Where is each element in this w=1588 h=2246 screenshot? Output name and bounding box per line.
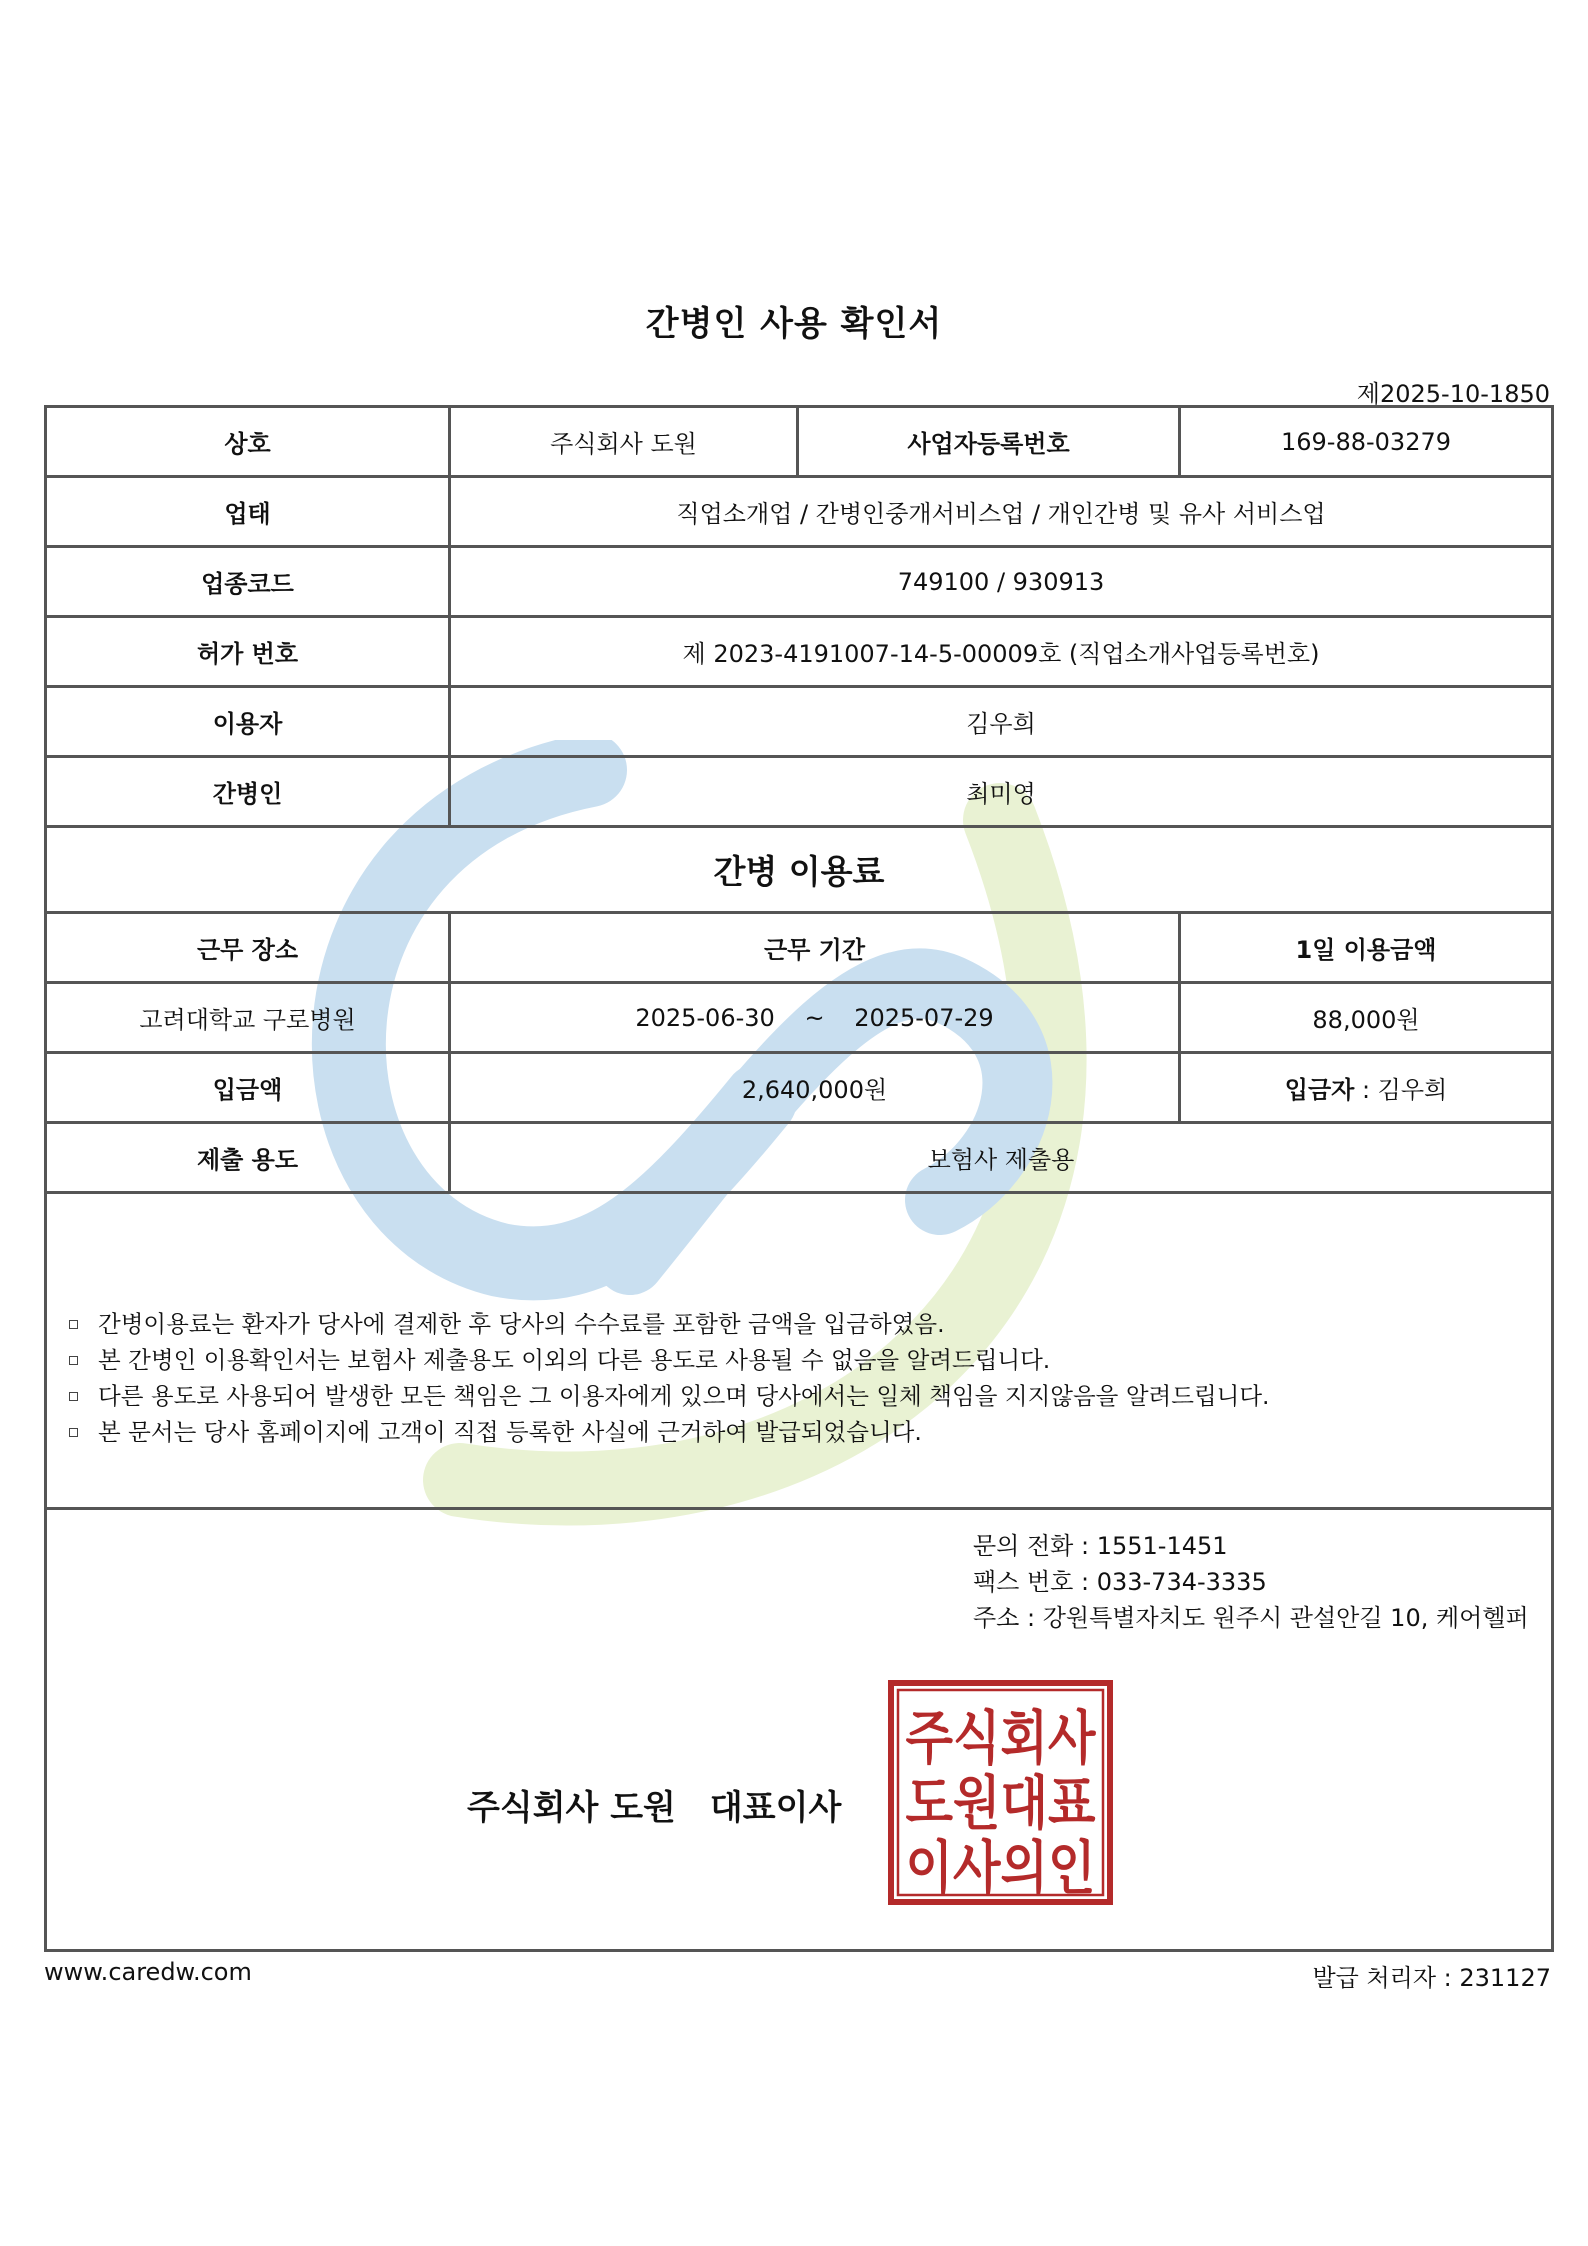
note-text: 다른 용도로 사용되어 발생한 모든 책임은 그 이용자에게 있으며 당사에서는 일체 책임을 지지않음을 알려드립니다. — [98, 1382, 1270, 1410]
fee-section-title: 간병 이용료 — [46, 827, 1553, 913]
industry-code-value: 749100 / 930913 — [450, 547, 1553, 617]
period-value — [450, 983, 1180, 1053]
company-value: 주식회사 도원 — [450, 407, 798, 477]
period-label: 근무 기간 — [450, 913, 1180, 983]
note-text: 간병이용료는 환자가 당사에 결제한 후 당사의 수수료를 포함한 금액을 입금하였음. — [98, 1310, 945, 1338]
notes-cell — [46, 1193, 1553, 1509]
square-bullet-icon — [69, 1356, 78, 1365]
note-text: 본 문서는 당사 홈페이지에 고객이 직접 등록한 사실에 근거하여 발급되었습니다. — [98, 1418, 922, 1446]
row-fee-section — [46, 827, 1553, 913]
row-deposit — [46, 1053, 1553, 1123]
row-user — [46, 687, 1553, 757]
contact-phone: 문의 전화 : 1551-1451 — [973, 1532, 1228, 1560]
caregiver-label: 간병인 — [46, 757, 450, 827]
note-item — [69, 1414, 1551, 1450]
document-title: 간병인 사용 확인서 — [645, 304, 943, 344]
website-link[interactable]: www.caredw.com — [44, 1958, 252, 1986]
row-company — [46, 407, 1553, 477]
square-bullet-icon — [69, 1428, 78, 1437]
period-start: 2025-06-30 — [635, 1003, 775, 1032]
daily-amount-label: 1일 이용금액 — [1180, 913, 1553, 983]
user-value: 김우희 — [450, 687, 1553, 757]
row-fee-headers — [46, 913, 1553, 983]
company-label: 상호 — [46, 407, 450, 477]
business-type-value: 직업소개업 / 간병인중개서비스업 / 개인간병 및 유사 서비스업 — [450, 477, 1553, 547]
contact-info — [973, 1528, 1529, 1636]
bizno-value: 169-88-03279 — [1180, 407, 1553, 477]
note-item — [69, 1306, 1551, 1342]
note-text: 본 간병인 이용확인서는 보험사 제출용도 이외의 다른 용도로 사용될 수 없음을 알려드립니다. — [98, 1346, 1051, 1374]
row-caregiver — [46, 757, 1553, 827]
footer-cell — [46, 1509, 1553, 1951]
period-separator: ~ — [804, 1003, 825, 1032]
square-bullet-icon — [69, 1392, 78, 1401]
row-license — [46, 617, 1553, 687]
row-notes — [46, 1193, 1553, 1509]
note-item — [69, 1378, 1551, 1414]
depositor-label: 입금자 — [1284, 1076, 1355, 1104]
bizno-label: 사업자등록번호 — [798, 407, 1180, 477]
company-seal-stamp — [888, 1680, 1113, 1905]
row-footer — [46, 1509, 1553, 1951]
issuer-info: 발급 처리자 : 231127 — [1312, 1964, 1551, 1992]
industry-code-label: 업종코드 — [46, 547, 450, 617]
depositor-cell — [1180, 1053, 1553, 1123]
license-label: 허가 번호 — [46, 617, 450, 687]
seal-text-row-2: 도원대표 — [905, 1769, 1096, 1837]
purpose-label: 제출 용도 — [46, 1123, 450, 1193]
seal-text-row-3: 이사의인 — [905, 1834, 1096, 1902]
square-bullet-icon — [69, 1320, 78, 1329]
signature-line — [467, 1780, 841, 1829]
purpose-value: 보험사 제출용 — [450, 1123, 1553, 1193]
row-industry-code — [46, 547, 1553, 617]
deposit-value: 2,640,000원 — [450, 1053, 1180, 1123]
place-value: 고려대학교 구로병원 — [46, 983, 450, 1053]
note-item — [69, 1342, 1551, 1378]
notes-list — [69, 1306, 1551, 1450]
confirmation-table — [44, 405, 1554, 1952]
daily-amount-value: 88,000원 — [1180, 983, 1553, 1053]
row-business-type — [46, 477, 1553, 547]
caregiver-value: 최미영 — [450, 757, 1553, 827]
signature-company: 주식회사 도원 — [467, 1788, 676, 1828]
contact-address: 주소 : 강원특별자치도 원주시 관설안길 10, 케어헬퍼 — [973, 1604, 1529, 1632]
row-fee-values — [46, 983, 1553, 1053]
contact-fax: 팩스 번호 : 033-734-3335 — [973, 1568, 1267, 1596]
seal-text-row-1: 주식회사 — [905, 1704, 1097, 1772]
user-label: 이용자 — [46, 687, 450, 757]
row-purpose — [46, 1123, 1553, 1193]
depositor-value: 김우희 — [1377, 1076, 1448, 1104]
document-number: 제2025-10-1850 — [1356, 380, 1550, 408]
place-label: 근무 장소 — [46, 913, 450, 983]
license-value: 제 2023-4191007-14-5-00009호 (직업소개사업등록번호) — [450, 617, 1553, 687]
depositor-separator: : — [1354, 1076, 1378, 1104]
business-type-label: 업태 — [46, 477, 450, 547]
signature-title: 대표이사 — [709, 1788, 842, 1828]
deposit-label: 입금액 — [46, 1053, 450, 1123]
period-end: 2025-07-29 — [854, 1003, 994, 1032]
